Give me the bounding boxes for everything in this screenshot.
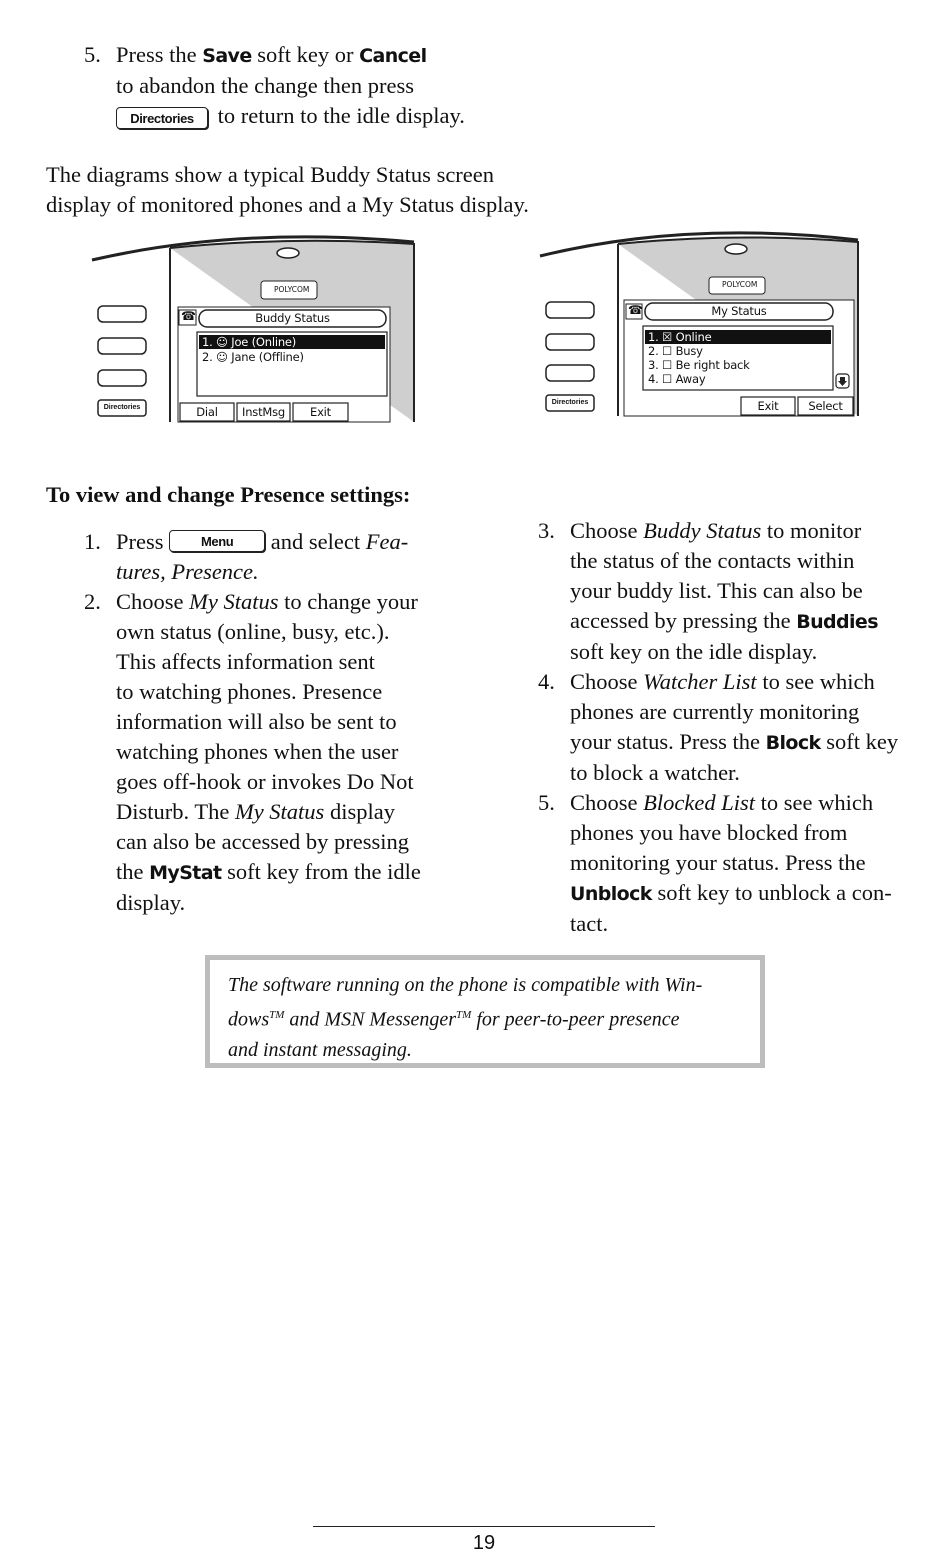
phone-illustration-buddy-status [90, 232, 420, 424]
phone-body-drawing [90, 232, 420, 424]
step-line-3: Directories to return to the idle display. [116, 101, 576, 131]
buddy-list-item: 1. ☺ Joe (Online) [202, 335, 297, 349]
status-list-item: 1. ☒ Online [648, 330, 712, 344]
softkey-instmsg: InstMsg [242, 405, 285, 419]
step-4: 4. Choose Watcher List to see which phones are currently monitoring your status. Press the Block soft key to block a watcher. [538, 669, 899, 785]
intro-line-2: display of monitored phones and a My Status display. [46, 192, 529, 217]
buddy-list-item: 2. ☺ Jane (Offline) [202, 350, 304, 364]
directories-key-label: Directories [103, 404, 141, 411]
status-list-item: 4. ☐ Away [648, 372, 706, 386]
step-5: 5. Choose Blocked List to see which phones you have blocked from monitoring your status. Press the Unblock soft key to unblock a con- tact. [538, 790, 892, 936]
screen-title: Buddy Status [255, 311, 330, 325]
right-steps [538, 516, 930, 939]
status-list-item: 3. ☐ Be right back [648, 358, 750, 372]
top-step-5 [84, 40, 576, 131]
left-steps [84, 527, 466, 918]
mystat-softkey-label: MyStat [149, 862, 222, 884]
trademark-mark: TM [269, 1009, 285, 1021]
page-number: 19 [472, 1532, 496, 1554]
step-number: 5. [84, 42, 101, 67]
menu-key-icon: Menu [169, 530, 265, 552]
step-line-2: to abandon the change then press [116, 73, 415, 98]
footer-rule [313, 1526, 655, 1527]
phone-handset-icon: ☎ [628, 303, 643, 317]
step-2: 2. Choose My Status to change your own status (online, busy, etc.). This affects information sent to watching phones. Presence information will also be sent to watching phones when the user goes off-hook or invokes Do Not Disturb. The My Status display can also be accessed by pressing the MyStat soft key from the idle display. [84, 589, 421, 915]
section-heading: To view and change Presence settings: [46, 482, 411, 507]
buddies-softkey-label: Buddies [796, 611, 878, 633]
trademark-mark: TM [456, 1009, 472, 1021]
save-softkey-label: Save [202, 45, 252, 67]
compatibility-note-box: The software running on the phone is compatible with Win- dows™ and MSN Messenger™ for peer-to-peer presence and instant messaging. [205, 955, 765, 1068]
step-3: 3. Choose Buddy Status to monitor the status of the contacts within your buddy list. This can also be accessed by pressing the Buddies soft key on the idle display. [538, 518, 878, 664]
phone-body-drawing [538, 226, 868, 418]
softkey-exit: Exit [310, 405, 331, 419]
softkey-select: Select [808, 399, 843, 413]
block-softkey-label: Block [765, 732, 821, 754]
polycom-logo: POLYCOM [274, 285, 310, 294]
directories-key-icon: Directories [116, 107, 208, 129]
status-list-item: 2. ☐ Busy [648, 344, 703, 358]
polycom-logo: POLYCOM [722, 280, 758, 289]
directories-key-label: Directories [551, 399, 589, 406]
intro-paragraph [46, 160, 606, 220]
softkey-exit: Exit [757, 399, 779, 413]
softkey-dial: Dial [196, 405, 218, 419]
phone-handset-icon: ☎ [181, 309, 196, 323]
unblock-softkey-label: Unblock [570, 883, 652, 905]
intro-line-1: The diagrams show a typical Buddy Status screen [46, 162, 495, 187]
step-line-1: Press the Save soft key or Cancel [116, 42, 427, 67]
step-1: 1. Press Menu and select Fea- tures, Presence. [84, 529, 409, 584]
cancel-softkey-label: Cancel [359, 45, 427, 67]
screen-title: My Status [711, 304, 767, 318]
phone-illustration-my-status [538, 226, 868, 418]
